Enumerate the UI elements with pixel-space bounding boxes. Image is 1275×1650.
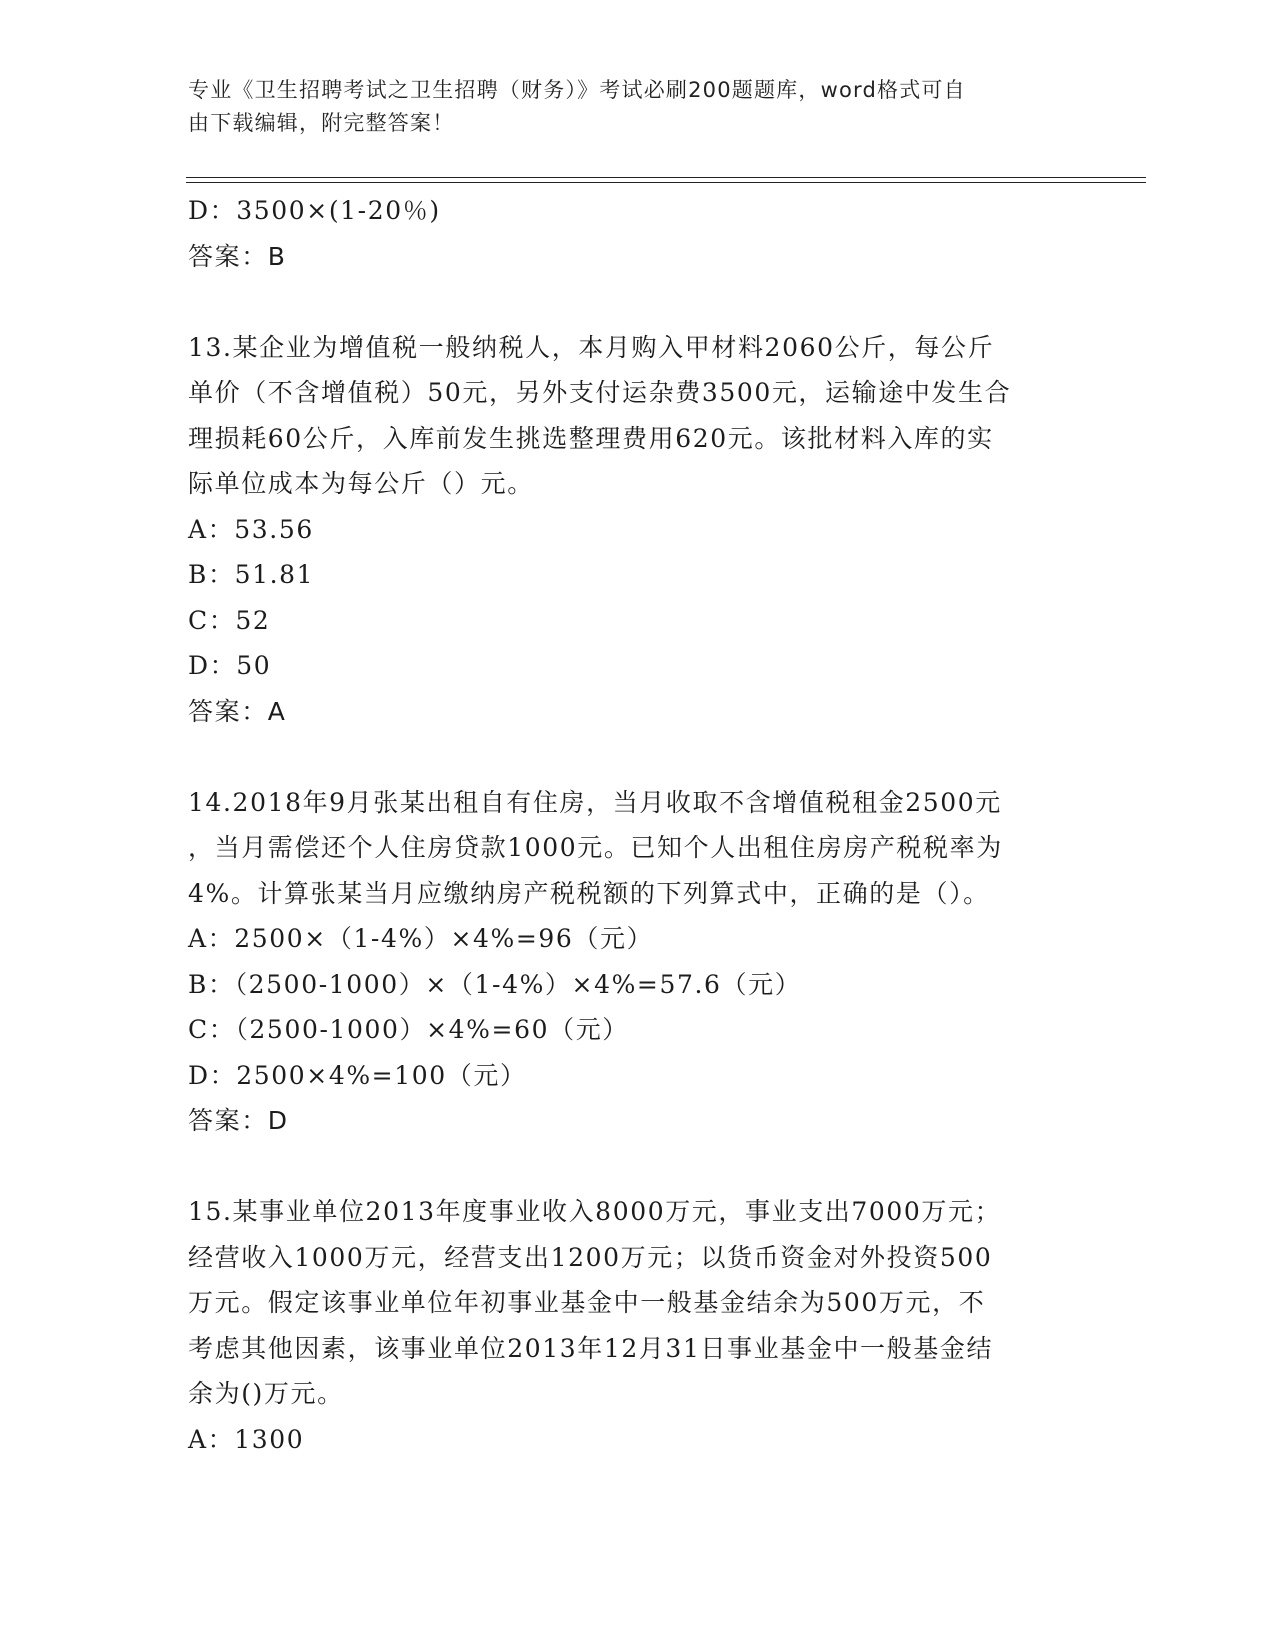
question-text-line: 际单位成本为每公斤（）元。 [188, 469, 534, 498]
answer: 答案：A [188, 696, 287, 726]
header-divider-top [186, 177, 1146, 178]
option-a: A：53.56 [188, 514, 314, 544]
question-text-line: 考虑其他因素，该事业单位2013年12月31日事业基金中一般基金结 [188, 1333, 994, 1363]
header-line-1: 专业《卫生招聘考试之卫生招聘（财务）》考试必刷200题题库，word格式可自 [188, 78, 966, 102]
question-text-line: 14.2018年9月张某出租自有住房，当月收取不含增值税租金2500元 [188, 787, 1002, 817]
option-d: D：50 [188, 651, 272, 680]
option-a: A：2500×（1-4%）×4%=96（元） [188, 924, 654, 953]
prev-option-d: D：3500×(1-20％) [188, 196, 441, 225]
prev-answer: 答案：B [188, 241, 287, 271]
question-15 [188, 1189, 1068, 1462]
option-c: C：52 [188, 605, 271, 635]
page-header [188, 74, 1068, 140]
spacer [188, 1144, 1068, 1190]
question-text-line: 单价（不含增值税）50元，另外支付运杂费3500元，运输途中发生合 [188, 378, 1012, 407]
answer: 答案：D [188, 1106, 289, 1135]
spacer [188, 279, 1068, 325]
question-text-line: 经营收入1000万元，经营支出1200万元；以货币资金对外投资500 [188, 1242, 993, 1272]
question-text-line: ，当月需偿还个人住房贷款1000元。已知个人出租住房房产税税率为 [188, 833, 1003, 862]
spacer [188, 734, 1068, 780]
question-text-line: 15.某事业单位2013年度事业收入8000万元，事业支出7000万元； [188, 1197, 1002, 1226]
question-text-line: 13.某企业为增值税一般纳税人，本月购入甲材料2060公斤，每公斤 [188, 332, 995, 362]
question-text-line: 4%。计算张某当月应缴纳房产税税额的下列算式中，正确的是（）。 [188, 878, 990, 908]
option-a: A：1300 [188, 1424, 305, 1454]
question-text-line: 万元。假定该事业单位年初事业基金中一般基金结余为500万元，不 [188, 1288, 986, 1317]
question-text-line: 余为()万元。 [188, 1379, 344, 1408]
header-line-2: 由下载编辑，附完整答案！ [188, 111, 455, 135]
option-b: B：51.81 [188, 560, 315, 589]
question-text-line: 理损耗60公斤，入库前发生挑选整理费用620元。该批材料入库的实 [188, 423, 994, 453]
document-body [188, 188, 1068, 1462]
header-divider-bottom [186, 182, 1146, 183]
question-14 [188, 780, 1068, 1144]
option-b: B：（2500-1000）×（1-4%）×4%=57.6（元） [188, 969, 802, 999]
question-13 [188, 325, 1068, 735]
option-d: D：2500×4%=100（元） [188, 1060, 527, 1090]
option-c: C：（2500-1000）×4%=60（元） [188, 1015, 629, 1044]
